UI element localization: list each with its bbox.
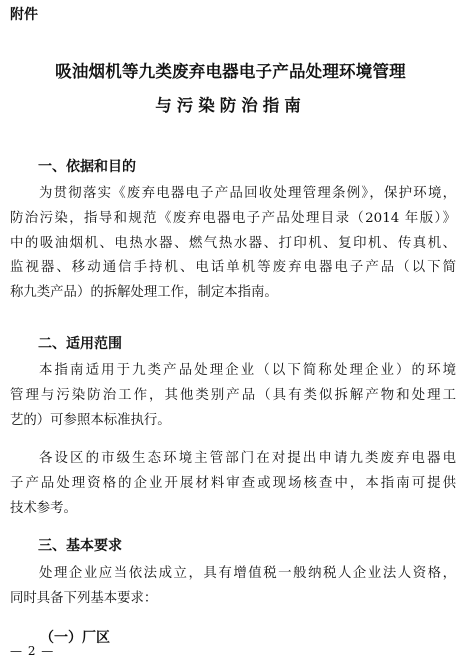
paragraph-line: 子产品处理资格的企业开展材料审查或现场核查中，本指南可提供 (10, 475, 456, 491)
paragraph-line: 防治污染，指导和规范《废弃电器电子产品处理目录（2014 年版）》 (10, 210, 456, 226)
section-heading-basic-requirements: 三、基本要求 (38, 538, 122, 554)
paragraph-line: 称九类产品）的拆解处理工作，制定本指南。 (10, 285, 278, 301)
paragraph-scope-review (10, 447, 456, 521)
document-title-line-1: 吸油烟机等九类废弃电器电子产品处理环境管理 (55, 62, 406, 81)
section-heading-basis-and-purpose: 一、依据和目的 (38, 159, 136, 175)
page-number: — 2 — (10, 644, 55, 658)
paragraph-line: 技术参考。 (10, 500, 77, 516)
paragraph-line: 中的吸油烟机、电热水器、燃气热水器、打印机、复印机、传真机、 (10, 235, 456, 251)
paragraph-line: 监视器、移动通信手持机、电话单机等废弃电器电子产品（以下简 (10, 260, 456, 276)
paragraph-line: 同时具备下列基本要求： (10, 590, 158, 606)
paragraph-line: 艺的）可参照本标准执行。 (10, 412, 171, 428)
section-heading-scope: 二、适用范围 (38, 336, 122, 352)
paragraph-line: 本指南适用于九类产品处理企业（以下简称处理企业）的环境 (39, 363, 456, 378)
paragraph-basis-and-purpose (10, 182, 456, 306)
paragraph-line: 管理与污染防治工作，其他类别产品（具有类似拆解产物和处理工 (10, 387, 456, 403)
document-title-line-2: 与污染防治指南 (155, 96, 306, 115)
paragraph-line: 处理企业应当依法成立，具有增值税一般纳税人企业法人资格， (39, 566, 456, 581)
attachment-label: 附件 (10, 7, 38, 23)
paragraph-line: 各设区的市级生态环境主管部门在对提出申请九类废弃电器电 (39, 451, 456, 466)
subsection-heading-factory-area: （一）厂区 (40, 630, 110, 646)
paragraph-line: 为贯彻落实《废弃电器电子产品回收处理管理条例》，保护环境， (39, 186, 456, 201)
paragraph-scope (10, 359, 456, 433)
paragraph-basic-requirements (10, 562, 456, 612)
